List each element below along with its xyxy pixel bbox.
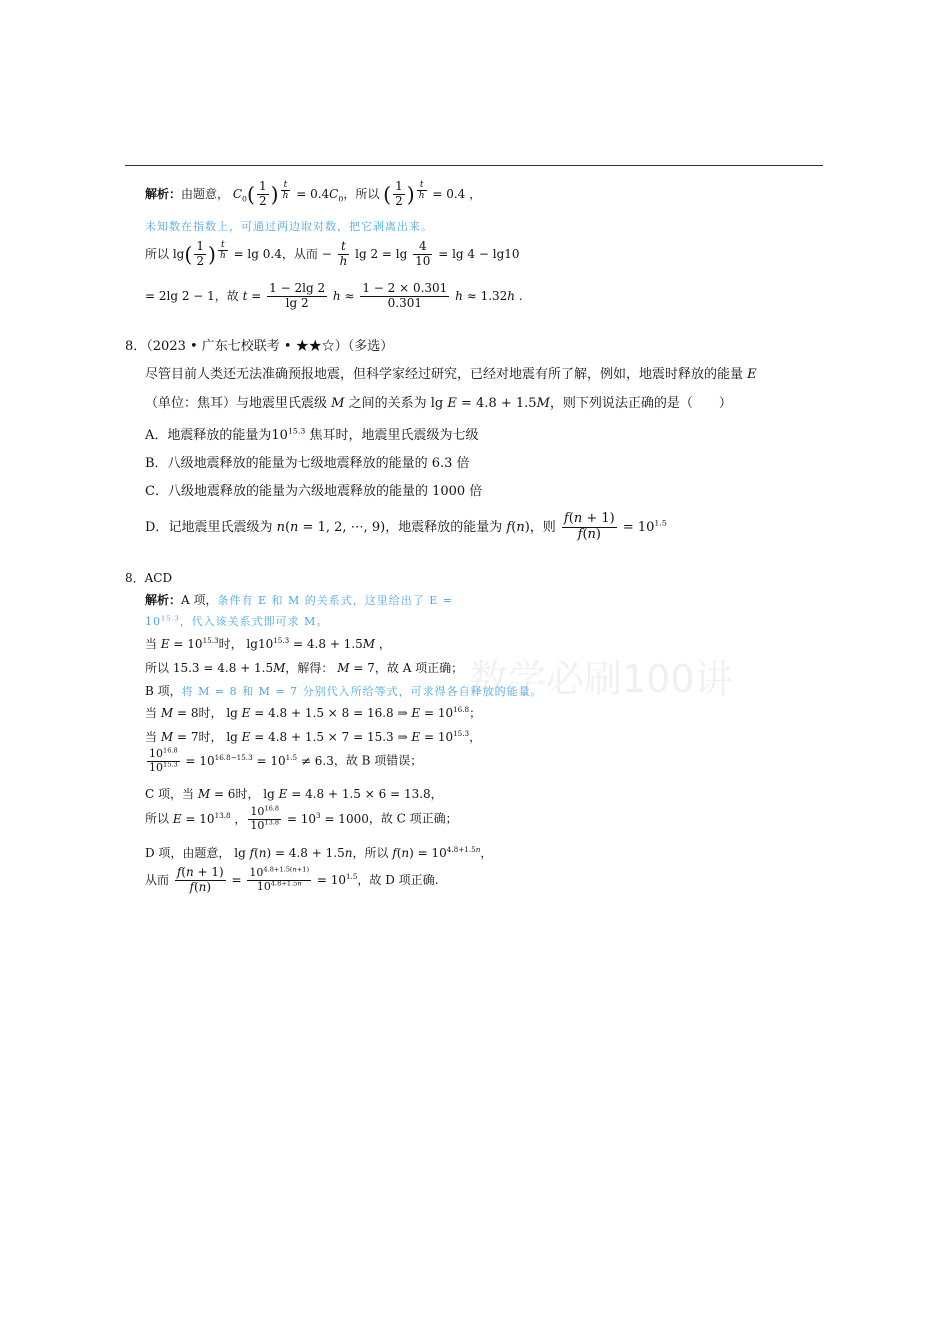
ans8-c-line2: 所以 $E = 10^{13.8}$ ， $\frac{10^{16.8}}{10^{13.8}}$ = $10^3 = 1000$，故 C 项正确； <box>145 804 458 832</box>
formula: = 2lg 2 − 1 <box>145 288 215 303</box>
formula: f(n) <box>506 519 530 535</box>
formula: $f(n) = 10^{4.8+1.5n}$ <box>392 844 481 860</box>
ans8-b-line1: B 项，将 M = 8 和 M = 7 分别代入所给等式，可求得各自释放的能量。 <box>145 684 543 698</box>
formula: $E = 10^{15.3}$ <box>160 635 219 651</box>
formula: lg E = 4.8 + 1.5 × 8 = 16.8 ⇒ $E = 10^{16.8}$ <box>226 704 470 720</box>
ans8-a-line1: 解析：A 项，条件有 E 和 M 的关系式，这里给出了 E = <box>145 593 454 607</box>
formula: lg E = 4.8 + 1.5 × 6 = 13.8 <box>263 787 431 801</box>
q8-option-a: A．地震释放的能量为$10^{15.3}$ 焦耳时，地震里氏震级为七级 <box>145 426 479 443</box>
formula: M = 7 <box>160 730 199 744</box>
formula: $C_0$( $\frac{1}{2}$ ) $^{\frac{t}{h}}$ = $0.4C_0$ <box>232 179 344 208</box>
sol7-line3: 所以 lg( $\frac{1}{2}$ ) $^{\frac{t}{h}}$ = lg 0.4，从而 − $\frac{t}{h}$ lg 2 = lg $\frac{4}{10}$ = lg 4 − lg10 <box>145 239 520 268</box>
formula: lg E = 4.8 + 1.5M <box>430 396 550 411</box>
formula: ( $\frac{1}{2}$ ) $^{\frac{t}{h}}$ = 0.4 ， <box>383 179 482 208</box>
formula: $\frac{10^{16.8}}{10^{15.3}}$ = $10^{16.8-15.3} = 10^{1.5} \ne 6.3$ <box>149 746 334 774</box>
ans8-title: 8．ACD <box>125 571 173 585</box>
sol7-line1: 解析：由题意， $C_0$( $\frac{1}{2}$ ) $^{\frac{t}{h}}$ = $0.4C_0$，所以 ( $\frac{1}{2}$ ) $^{\frac{t}{h}}$ = 0.4 ， <box>145 179 482 208</box>
q8-header: 8．（2023 • 广东七校联考 • ★★☆）（多选） <box>125 339 394 354</box>
ans8-b-line2: 当 M = 8时， lg E = 4.8 + 1.5 × 8 = 16.8 ⇒ $E = 10^{16.8}$； <box>145 704 482 720</box>
formula: M = 6 <box>197 787 236 801</box>
formula: lg( $\frac{1}{2}$ ) $^{\frac{t}{h}}$ = lg 0.4 <box>172 239 282 268</box>
ans8-b-line4: $\frac{10^{16.8}}{10^{15.3}}$ = $10^{16.8-15.3} = 10^{1.5} \ne 6.3$，故 B 项错误； <box>145 748 422 774</box>
formula: $\frac{f(n + 1)}{f(n)}$ = $10^{1.5}$ <box>563 511 667 542</box>
formula: t = $\frac{1 - 2\lg 2}{\lg 2}$ h ≈ $\frac{1 - 2 \times 0.301}{0.301}$ h ≈ 1.32h . <box>242 281 523 310</box>
header-rule <box>125 165 823 166</box>
formula: lg f(n) = 4.8 + 1.5n <box>234 846 353 860</box>
formula: $\lg 10^{15.3} = 4.8 + 1.5M$ ， <box>246 635 391 651</box>
sol7-label: 解析： <box>145 186 182 201</box>
formula: n(n = 1, 2, ⋯, 9) <box>276 519 386 535</box>
ans8-a-line3: 当 $E = 10^{15.3}$时， $\lg 10^{15.3} = 4.8 + 1.5M$ ， <box>145 635 391 651</box>
q8-option-d: D．记地震里氏震级为 n(n = 1, 2, ⋯, 9)，地震释放的能量为 f(n)，则 $\frac{f(n + 1)}{f(n)}$ = $10^{1.5}$ <box>145 511 667 542</box>
ans8-a-hint2: $10^{15.3}$，代入该关系式即可求 M。 <box>145 614 329 628</box>
q8-option-c: C．八级地震释放的能量为六级地震释放的能量的 1000 倍 <box>145 484 483 499</box>
ans8-b-line3: 当 M = 7时， lg E = 4.8 + 1.5 × 7 = 15.3 ⇒ $E = 10^{15.3}$， <box>145 728 482 744</box>
formula: 15.3 = 4.8 + 1.5M <box>172 661 286 675</box>
ans8-a-line4: 所以 15.3 = 4.8 + 1.5M，解得： M = 7，故 A 项正确； <box>145 661 464 675</box>
formula: lg E = 4.8 + 1.5 × 7 = 15.3 ⇒ $E = 10^{15.3}$ <box>226 728 470 744</box>
formula: $E = 10^{13.8}$ ， $\frac{10^{16.8}}{10^{13.8}}$ = $10^3 = 1000$ <box>172 804 369 832</box>
q8-stem-line2: （单位：焦耳）与地震里氏震级 M 之间的关系为 lg E = 4.8 + 1.5M，则下列说法正确的是（ ） <box>145 396 732 411</box>
sol7-line4: = 2lg 2 − 1，故 t = $\frac{1 - 2\lg 2}{\lg 2}$ h ≈ $\frac{1 - 2 \times 0.301}{0.301}$ h ≈ 1.32h . <box>145 281 523 310</box>
sol7-hint: 未知数在指数上，可通过两边取对数，把它剥离出来。 <box>145 220 433 233</box>
formula: M = 7 <box>337 661 375 675</box>
ans8-d-line1: D 项，由题意， lg f(n) = 4.8 + 1.5n，所以 $f(n) = 10^{4.8+1.5n}$， <box>145 844 493 860</box>
formula: $\frac{f(n + 1)}{f(n)}$ = $\frac{10^{4.8+1.5(n+1)}}{10^{4.8+1.5n}}$ = $10^{1.5}$ <box>176 865 358 894</box>
formula: − $\frac{t}{h}$ lg 2 = lg $\frac{4}{10}$ = lg 4 − lg10 <box>321 239 520 268</box>
formula: M = 8 <box>160 706 199 720</box>
ans8-d-line2: 从而 $\frac{f(n + 1)}{f(n)}$ = $\frac{10^{4.8+1.5(n+1)}}{10^{4.8+1.5n}}$ = $10^{1.5}$，故 D 项正确. <box>145 865 439 894</box>
q8-option-b: B．八级地震释放的能量为七级地震释放的能量的 6.3 倍 <box>145 456 470 471</box>
q8-stem-line1: 尽管目前人类还无法准确预报地震，但科学家经过研究，已经对地震有所了解，例如，地震时释放的能量 E <box>145 367 757 382</box>
ans8-c-line1: C 项，当 M = 6时， lg E = 4.8 + 1.5 × 6 = 13.8， <box>145 787 443 801</box>
watermark-text: 数学必刷100讲 <box>470 657 733 701</box>
